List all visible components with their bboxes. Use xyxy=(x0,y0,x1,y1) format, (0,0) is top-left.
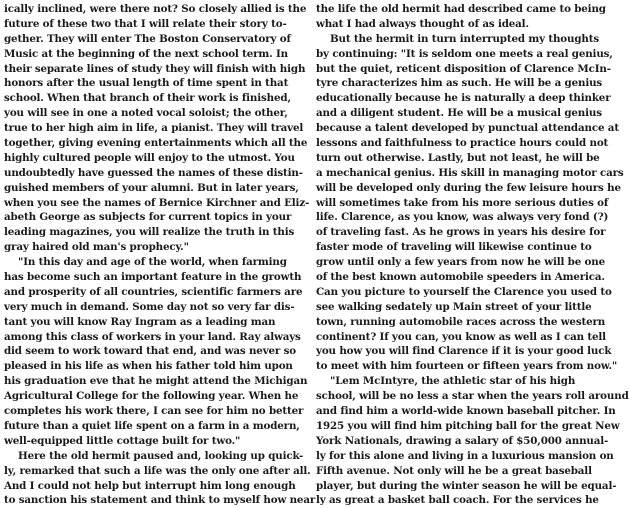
text-line: his graduation eve that he might attend the Michigan xyxy=(4,375,308,388)
text-line: what I had always thought of as ideal. xyxy=(316,17,529,30)
paragraph-start-line: "Lem McIntyre, the athletic star of his high xyxy=(330,375,576,388)
text-line: ly, remarked that such a life was the only one after all. xyxy=(4,464,311,477)
text-line: gray haired old man's prophecy." xyxy=(4,241,189,254)
text-line: very much in demand. Some day not so very far dis- xyxy=(4,300,295,313)
text-line: by continuing: "It is seldom one meets a real genius, xyxy=(316,47,613,60)
text-line: well-equipped little cottage built for two." xyxy=(4,434,241,447)
text-line: but the quiet, reticent disposition of Clarence McIn- xyxy=(316,62,611,75)
text-line: ly for this alone and living in a luxurious mansion on xyxy=(316,449,614,462)
text-line: school, will be no less a star when the years roll around xyxy=(316,390,629,403)
text-line: gether. They will enter The Boston Conservatory of xyxy=(4,32,291,45)
text-line: guished members of your alumni. But in later years, xyxy=(4,181,299,194)
text-line: will be developed only during the few leisure hours he xyxy=(316,181,621,194)
text-line: future than a quiet life spent on a farm in a modern, xyxy=(4,419,300,432)
text-line: Agricultural College for the following year. When he xyxy=(4,390,299,403)
paragraph-start-line: But the hermit in turn interrupted my thoughts xyxy=(330,32,599,45)
text-line: tant you will know Ray Ingram as a leading man xyxy=(4,315,276,328)
text-line: to meet with him fourteen or fifteen years from now." xyxy=(316,360,618,373)
text-line: the life the old hermit had described came to being xyxy=(316,3,606,15)
right-text-column xyxy=(316,2,629,508)
text-line: has become such an important feature in the growth xyxy=(4,271,302,284)
text-line: Music at the beginning of the next school term. In xyxy=(4,47,289,60)
text-line: town, running automobile races across the western xyxy=(316,315,606,328)
text-line: ly as great a basket ball coach. For the services he xyxy=(316,494,599,507)
text-line: undoubtedly have guessed the names of these distin- xyxy=(4,166,303,179)
text-line: among this class of workers in your land. Ray always xyxy=(4,330,301,343)
text-line: true to her high aim in life, a pianist. They will travel xyxy=(4,122,304,135)
text-line: continent? If you can, you know as well as I can tell xyxy=(316,330,606,343)
text-line: leading magazines, you will realize the truth in this xyxy=(4,226,295,239)
text-line: abeth George as subjects for current topics in your xyxy=(4,211,292,224)
text-line: will sometimes take from his more serious duties of xyxy=(316,196,609,209)
text-line: and a diligent student. He will be a musical genius xyxy=(316,107,602,120)
paragraph-start-line: Here the old hermit paused and, looking up quick- xyxy=(18,449,304,462)
text-line: you will see in one a noted vocal soloist; the other, xyxy=(4,107,288,120)
text-line: tyre characterizes him as such. He will be a genius xyxy=(316,77,603,90)
text-line: faster mode of traveling will likewise continue to xyxy=(316,241,592,254)
text-line: 1925 you will find him pitching ball for the great New xyxy=(316,419,620,432)
text-line: did seem to work toward that end, and was never so xyxy=(4,345,296,358)
text-line: grow until only a few years from now he will be one xyxy=(316,256,606,269)
text-line: turn out otherwise. Lastly, but not least, he will be xyxy=(316,151,600,164)
text-line: of traveling fast. As he grows in years his desire for xyxy=(316,226,606,239)
text-line: completes his work there, I can see for him no better xyxy=(4,405,304,418)
text-line: a mechanical genius. His skill in managing motor cars xyxy=(316,166,624,179)
text-line: and prosperity of all countries, scientific farmers are xyxy=(4,285,303,298)
text-line: you how you will find Clarence if it is your good luck xyxy=(316,345,612,358)
paragraph-start-line: "In this day and age of the world, when farming xyxy=(18,256,287,269)
text-line: player, but during the winter season he will be equal- xyxy=(316,479,617,492)
text-line: Fifth avenue. Not only will he be a great baseball xyxy=(316,464,592,477)
text-line: their separate lines of study they will finish with high xyxy=(4,62,306,75)
text-line: school. When that branch of their work is finished, xyxy=(4,92,291,105)
text-line: lessons and faithfulness to practice hours could not xyxy=(316,137,609,150)
left-text-column xyxy=(4,2,316,508)
text-line: Can you picture to yourself the Clarence you used to xyxy=(316,285,612,298)
text-line: honors after the usual length of time spent in that xyxy=(4,77,289,90)
text-line: together, giving evening entertainments which all the xyxy=(4,137,308,150)
text-line: educationally because he is naturally a deep thinker xyxy=(316,92,611,105)
text-line: life. Clarence, as you know, was always very fond (?) xyxy=(316,211,609,224)
text-line: future of these two that I will relate their story to- xyxy=(4,17,287,30)
text-line: when you see the names of Bernice Kirchner and Eliz- xyxy=(4,196,310,209)
text-line: and find him a world-wide known baseball pitcher. In xyxy=(316,405,616,418)
text-line: highly cultured people will enjoy to the utmost. You xyxy=(4,151,295,164)
text-line: And I could not help but interrupt him long enough xyxy=(4,479,296,492)
text-line: ically inclined, were there not? So closely allied is the xyxy=(4,3,307,15)
text-line: see walking sedately up Main street of your little xyxy=(316,300,592,313)
text-line: of the best known automobile speeders in America. xyxy=(316,271,605,284)
text-line: because a talent developed by punctual attendance at xyxy=(316,122,619,135)
text-line: pleased in his life as when his father told him upon xyxy=(4,360,293,373)
text-line: York Nationals, drawing a salary of $50,000 annual- xyxy=(316,434,609,447)
text-line: to sanction his statement and think to myself how near xyxy=(4,494,316,507)
